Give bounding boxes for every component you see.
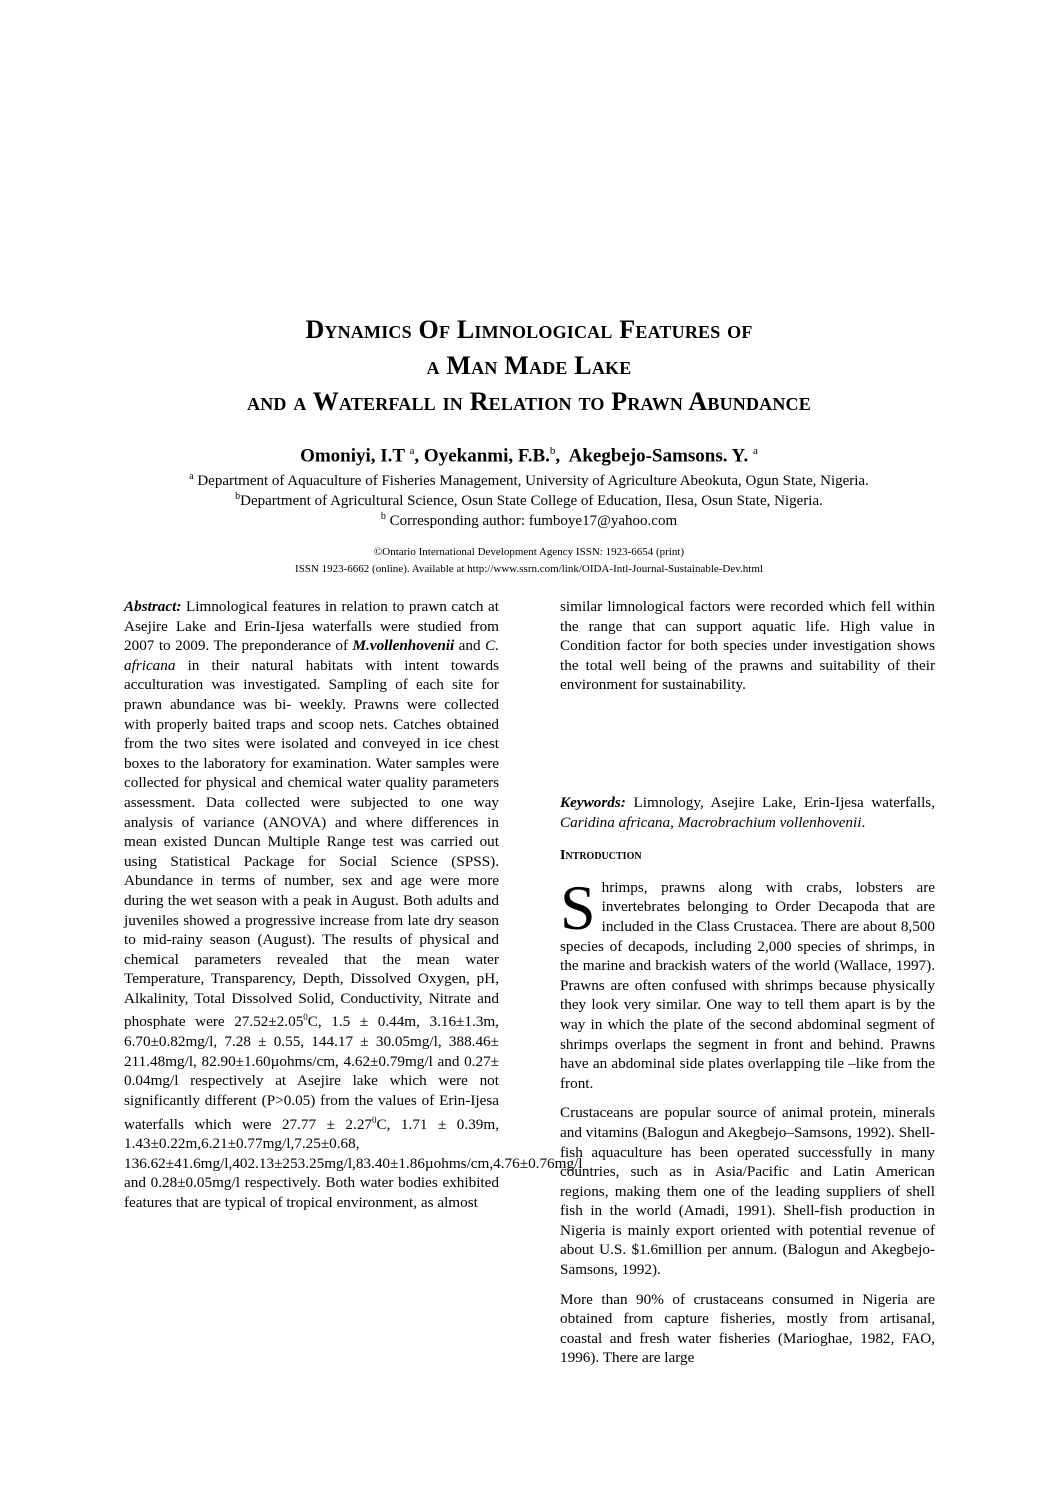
intro-paragraph-3: More than 90% of crustaceans consumed in Nigeria are obtained from capture fisheries, mostly from artisanal, coastal and fresh water fisheries (Marioghae, 1982, FAO, 1996). There are large xyxy=(560,1290,935,1367)
keywords-label: Keywords: xyxy=(560,794,626,811)
drop-cap: S xyxy=(560,871,596,943)
affiliation-mark: b xyxy=(380,511,386,522)
author-affiliation-mark: a xyxy=(409,445,415,457)
abstract-continued: similar limnological factors were recorded which fell within the range that can support aquatic life. High value in Condition factor for both species under investigation shows the total well being of the prawns and suitability of their environment for sustainability. xyxy=(560,598,935,694)
corresponding-author xyxy=(0,507,1058,531)
intro-paragraph-1: Shrimps, prawns along with crabs, lobsters are invertebrates belonging to Order Decapoda that are included in the Class Crustacea. There are about 8,500 species of decapods, including 2,000 species of shrimps, in the marine and brackish waters of the world (Wallace, 1997). Prawns are often confused with shrimps because physically they look very similar. One way to tell them apart is by the way in which the plate of the second abdominal segment of shrimps overlaps the segment in front and behind. Prawns have an abdominal side plates overlapping tile –like from the front. xyxy=(560,871,935,1092)
paper-title xyxy=(0,312,1058,420)
species-name: C. africana xyxy=(124,637,499,674)
author-affiliation-mark: b xyxy=(549,445,556,457)
species-name: Caridina africana xyxy=(560,813,671,831)
affiliation-mark: b xyxy=(235,491,241,502)
author-name: Oyekanmi, F.B. xyxy=(423,445,550,467)
species-name: M.vollenhovenii xyxy=(352,637,455,655)
title-line-3: and a Waterfall in Relation to Prawn Abundance xyxy=(247,387,811,416)
title-line-1: Dynamics Of Limnological Features of xyxy=(305,315,753,344)
species-name: Macrobrachium vollenhovenii xyxy=(677,813,862,831)
affiliation-mark: a xyxy=(189,471,194,482)
author-affiliation-mark: a xyxy=(753,445,758,457)
affiliation-text: Department of Aquaculture of Fisheries Management, University of Agriculture Abeokuta, Ogun State, Nigeria. xyxy=(197,473,869,489)
affiliation-text: Department of Agricultural Science, Osun State College of Education, Ilesa, Osun State, Nigeria. xyxy=(240,493,823,509)
author-name: Omoniyi, I.T xyxy=(300,445,405,467)
abstract: Abstract: Limnological features in relation to prawn catch at Asejire Lake and Erin-Ijesa waterfalls were studied from 2007 to 2009. The preponderance of M.vollenhovenii and C. africana in their natural habitats with intent towards acculturation was investigated. Sampling of each site for prawn abundance was bi- weekly. Prawns were collected with properly baited traps and scoop nets. Catches obtained from the two sites were isolated and conveyed in ice chest boxes to the laboratory for examination. Water samples were collected for physical and chemical water quality parameters assessment. Data collected were subjected to one way analysis of variance (ANOVA) and where differences in mean existed Duncan Multiple Range test was carried out using Statistical Package for Social Science (SPSS). Abundance in terms of number, sex and age were more during the wet season with a peak in August. Both adults and juveniles showed a progressive increase from late dry season to mid-rainy season (August). The results of physical and chemical parameters revealed that the mean water Temperature, Transparency, Depth, Dissolved Oxygen, pH, Alkalinity, Total Dissolved Solid, Conductivity, Nitrate and phosphate were $27.52\pm 2.05^0C$, 1.5 ± 0.44m, 3.16±1.3m, 6.70±0.82mg/l, 7.28 ± 0.55, 144.17 ± 30.05mg/l, 388.46± 211.48mg/l, 82.90±1.60µohms/cm, 4.62±0.79mg/l and 0.27± 0.04mg/l respectively at Asejire lake which were not significantly different (P>0.05) from the values of Erin-Ijesa waterfalls which were $27.77 \pm 2.27^0C$, 1.71 ± 0.39m, 1.43±0.22m,6.21±0.77mg/l,7.25±0.68, 136.62±41.6mg/l,402.13±253.25mg/l,83.40±1.86µohms/cm,4.76±0.76mg/l and 0.28±0.05mg/l respectively. Both water bodies exhibited features that are typical of tropical environment, as almost xyxy=(124,598,583,1211)
abstract-label: Abstract: xyxy=(124,598,182,615)
introduction-heading: Introduction xyxy=(560,848,642,864)
author-name: Akegbejo-Samsons. Y. xyxy=(568,445,749,467)
intro-paragraph-2: Crustaceans are popular source of animal protein, minerals and vitamins (Balogun and Akegbejo–Samsons, 1992). Shell-fish aquaculture has been operated successfully in many countries, such as in Asia/Pacific and Latin American regions, making them one of the leading suppliers of shell fish in the world (Amadi, 1991). Shell-fish production in Nigeria is mainly export oriented with potential revenue of about U.S. $1.6million per annum. (Balogun and Akegbejo-Samsons, 1992). xyxy=(560,1104,935,1279)
journal-issn-print: ©Ontario International Development Agency ISSN: 1923-6654 (print) xyxy=(373,546,685,558)
journal-issn-online: ISSN 1923-6662 (online). Available at http://www.ssrn.com/link/OIDA-Intl-Journal-Sustainable-Dev.html xyxy=(295,563,763,575)
left-column xyxy=(124,597,583,1223)
keywords: Keywords: Limnology, Asejire Lake, Erin-Ijesa waterfalls, Caridina africana, Macrobrachium vollenhovenii. xyxy=(560,794,935,831)
right-column xyxy=(560,597,935,1378)
corresponding-author-email[interactable]: Corresponding author: fumboye17@yahoo.com xyxy=(389,513,678,529)
author-list: Omoniyi, I.T $^a$, Oyekanmi, F.B.$^b$, Akegbejo-Samsons. Y. $^a$ xyxy=(300,445,758,467)
title-line-2: a Man Made Lake xyxy=(426,351,632,380)
